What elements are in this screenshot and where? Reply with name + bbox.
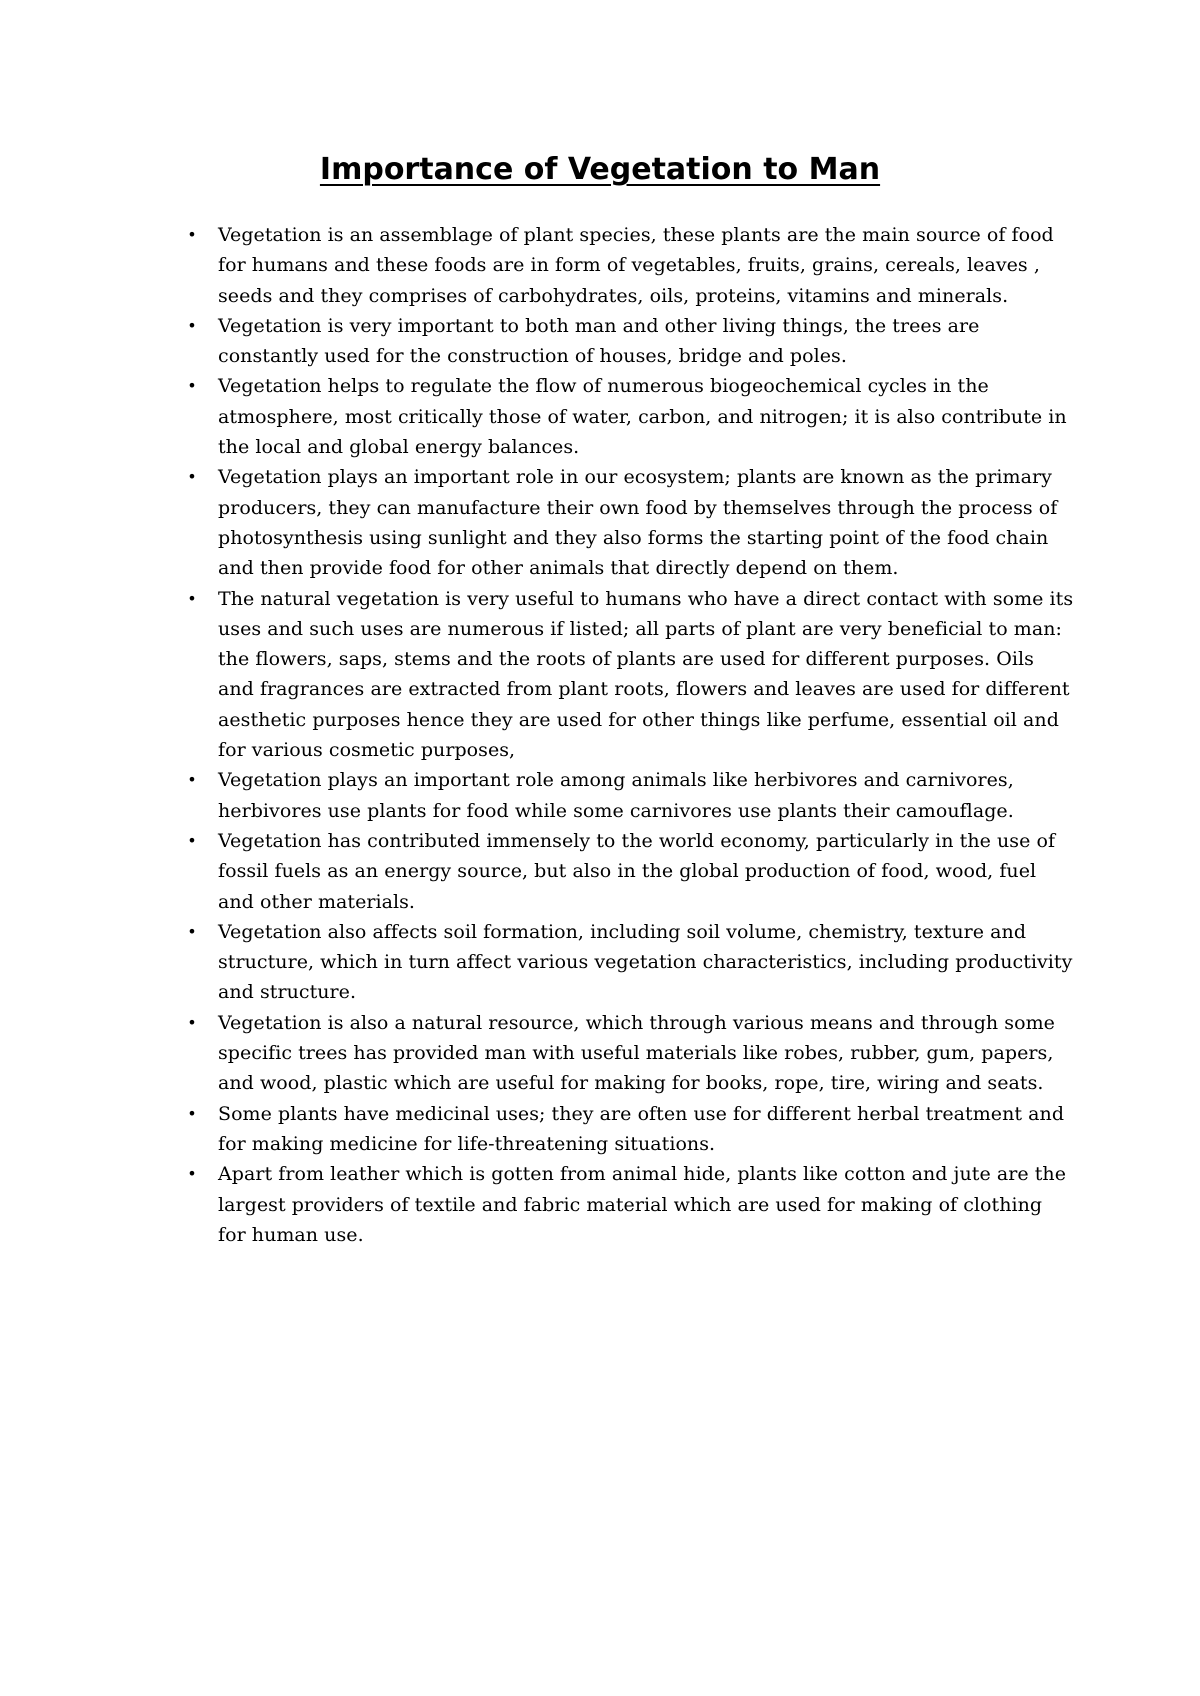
bullet-icon: • <box>187 770 197 790</box>
bullet-icon: • <box>187 921 197 941</box>
list-item <box>185 917 1075 1008</box>
list-item <box>185 311 1075 372</box>
list-item <box>185 1159 1075 1250</box>
list-item-text: Vegetation also affects soil formation, including soil volume, chemistry, texture and structure, which in turn affect various vegetation characteristics, including productivity and structure. <box>218 920 1073 1004</box>
list-item <box>185 371 1075 462</box>
list-item-text: Vegetation helps to regulate the flow of numerous biogeochemical cycles in the atmosphere, most critically those of water, carbon, and nitrogen; it is also contribute in the local and global energy balances. <box>218 375 1067 459</box>
list-item <box>185 1008 1075 1099</box>
list-item-text: Vegetation is very important to both man and other living things, the trees are constantly used for the construction of houses, bridge and poles. <box>218 314 980 368</box>
document-title: Importance of Vegetation to Man <box>319 152 881 187</box>
list-item <box>185 462 1075 583</box>
list-item <box>185 220 1075 311</box>
bullet-icon: • <box>187 1103 197 1123</box>
list-item-text: Vegetation has contributed immensely to the world economy, particularly in the use of fossil fuels as an energy source, but also in the global production of food, wood, fuel and other materials. <box>218 829 1056 913</box>
list-item-text: Some plants have medicinal uses; they are often use for different herbal treatment and for making medicine for life-threatening situations. <box>218 1102 1065 1155</box>
list-item-text: Vegetation is an assemblage of plant species, these plants are the main source of food for humans and these foods are in form of vegetables, fruits, grains, cereals, leaves , seeds and they comprises of carbohydrates, oils, proteins, vitamins and minerals. <box>218 224 1054 307</box>
list-item-text: Vegetation is also a natural resource, which through various means and through some specific trees has provided man with useful materials like robes, rubber, gum, papers, and wood, plastic which are useful for making for books, rope, tire, wiring and seats. <box>218 1011 1055 1095</box>
bullet-icon: • <box>187 1012 197 1032</box>
bullet-icon: • <box>187 225 197 244</box>
list-item-text: Vegetation plays an important role in our ecosystem; plants are known as the primary producers, they can manufacture their own food by themselves through the process of photosynthesis using sunlight and they also forms the starting point of the food chain and then provide food for other animals that directly depend on them. <box>218 466 1058 580</box>
list-item-text: Apart from leather which is gotten from animal hide, plants like cotton and jute are the largest providers of textile and fabric material which are used for making of clothing for human use. <box>218 1163 1066 1246</box>
bullet-icon: • <box>187 315 197 335</box>
bullet-icon: • <box>187 376 197 396</box>
bullet-icon: • <box>187 830 197 850</box>
bullet-icon: • <box>187 1164 197 1184</box>
list-item <box>185 1099 1075 1160</box>
list-item <box>185 584 1075 766</box>
list-item <box>185 765 1075 826</box>
list-item-text: Vegetation plays an important role among animals like herbivores and carnivores, herbivores use plants for food while some carnivores use plants their camouflage. <box>218 769 1014 822</box>
bullet-list <box>185 220 1075 1250</box>
bullet-icon: • <box>187 588 197 608</box>
list-item <box>185 826 1075 917</box>
bullet-icon: • <box>187 467 197 487</box>
list-item-text: The natural vegetation is very useful to humans who have a direct contact with some its uses and such uses are numerous if listed; all parts of plant are very beneficial to man: the flowers, saps, stems and the roots of plants are used for different purposes. Oils and fragrances are extracted from plant roots, flowers and leaves are used for different aesthetic purposes hence they are used for other things like perfume, essential oil and for various cosmetic purposes, <box>218 587 1074 762</box>
